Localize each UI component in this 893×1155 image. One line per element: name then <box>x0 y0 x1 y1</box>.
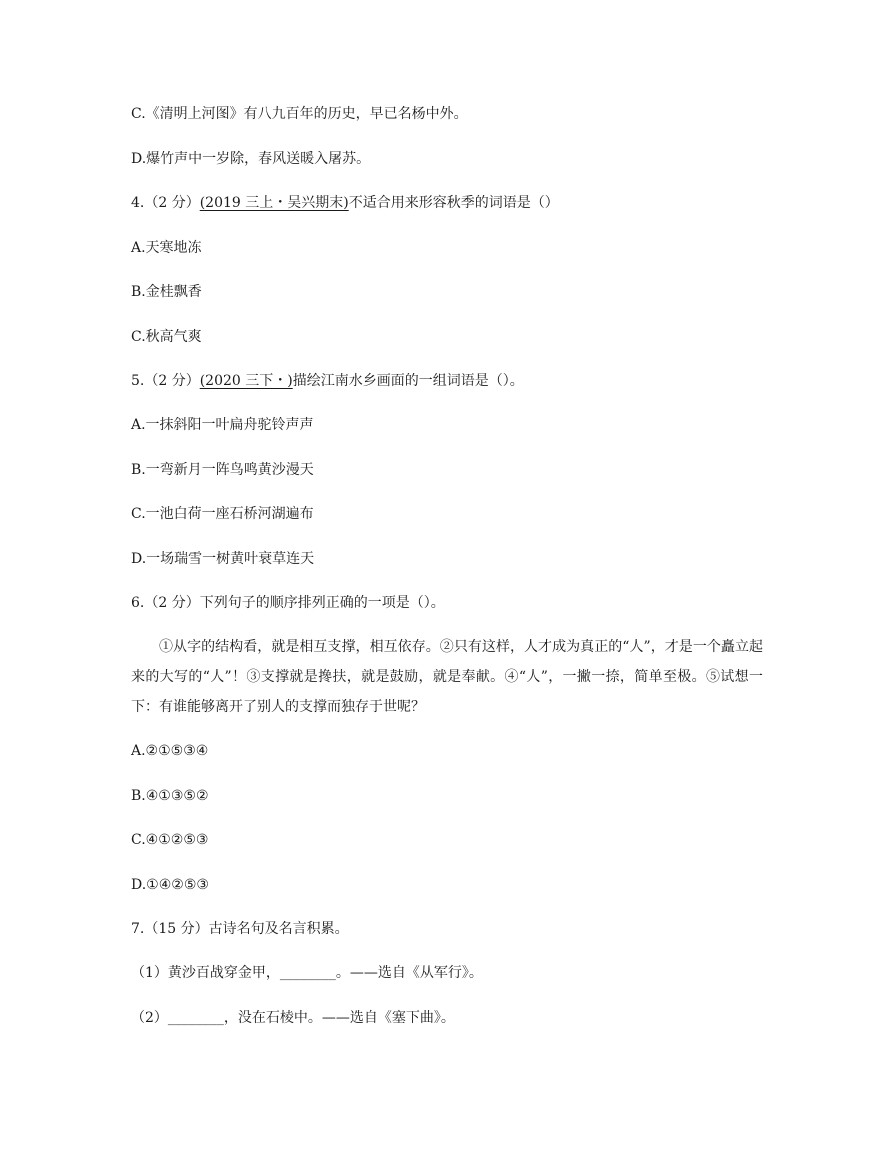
q4-source-link[interactable]: (2019 三上・吴兴期末) <box>199 195 349 211</box>
q6-passage: ①从字的结构看，就是相互支撑，相互依存。②只有这样，人才成为真正的“人”，才是一个矗立起来的大写的“人”！③支撑就是搀扶，就是鼓励，就是奉献。④“人”，一撇一捺，简单至极。⑤试想一下：有谁能够离开了别人的支撑而独存于世呢？ <box>131 639 763 715</box>
q3-option-d: D.爆竹声中一岁除，春风送暖入屠苏。 <box>131 151 371 167</box>
q6-option-a: A.②①⑤③④ <box>131 743 209 759</box>
q7-item-1: （1）黄沙百战穿金甲，________。——选自《从军行》。 <box>131 965 483 981</box>
q5-stem <box>131 371 524 391</box>
q5-source-link[interactable]: (2020 三下・) <box>199 373 293 389</box>
q6-option-d: D.①④②⑤③ <box>131 877 209 893</box>
q5-option-d: D.一场瑞雪一树黄叶衰草连天 <box>131 551 315 567</box>
q4-option-c: C.秋高气爽 <box>131 329 202 345</box>
q4-score: （2 分） <box>144 195 200 211</box>
q4-stem <box>131 193 559 213</box>
q4-option-b: B.金桂飘香 <box>131 284 202 300</box>
q7-item-2: （2）________，没在石棱中。——选自《塞下曲》。 <box>131 1010 455 1026</box>
q4-number: 4. <box>131 195 145 211</box>
q5-question: 描绘江南水乡画面的一组词语是（）。 <box>292 373 524 389</box>
q4-option-a: A.天寒地冻 <box>131 240 202 256</box>
q5-option-a: A.一抹斜阳一叶扁舟驼铃声声 <box>131 417 314 433</box>
q6-option-c: C.④①②⑤③ <box>131 832 209 848</box>
q6-stem: 6.（2 分）下列句子的顺序排列正确的一项是（）。 <box>131 595 445 611</box>
q5-score: （2 分） <box>144 373 200 389</box>
q5-number: 5. <box>131 373 145 389</box>
q5-option-b: B.一弯新月一阵鸟鸣黄沙漫天 <box>131 462 314 478</box>
q5-option-c: C.一池白荷一座石桥河湖遍布 <box>131 506 314 522</box>
q6-option-b: B.④①③⑤② <box>131 788 209 804</box>
q3-option-c: C.《清明上河图》有八九百年的历史，早已名杨中外。 <box>131 106 468 122</box>
q4-question: 不适合用来形容秋季的词语是（） <box>348 195 559 211</box>
q7-stem: 7.（15 分）古诗名句及名言积累。 <box>131 921 349 937</box>
